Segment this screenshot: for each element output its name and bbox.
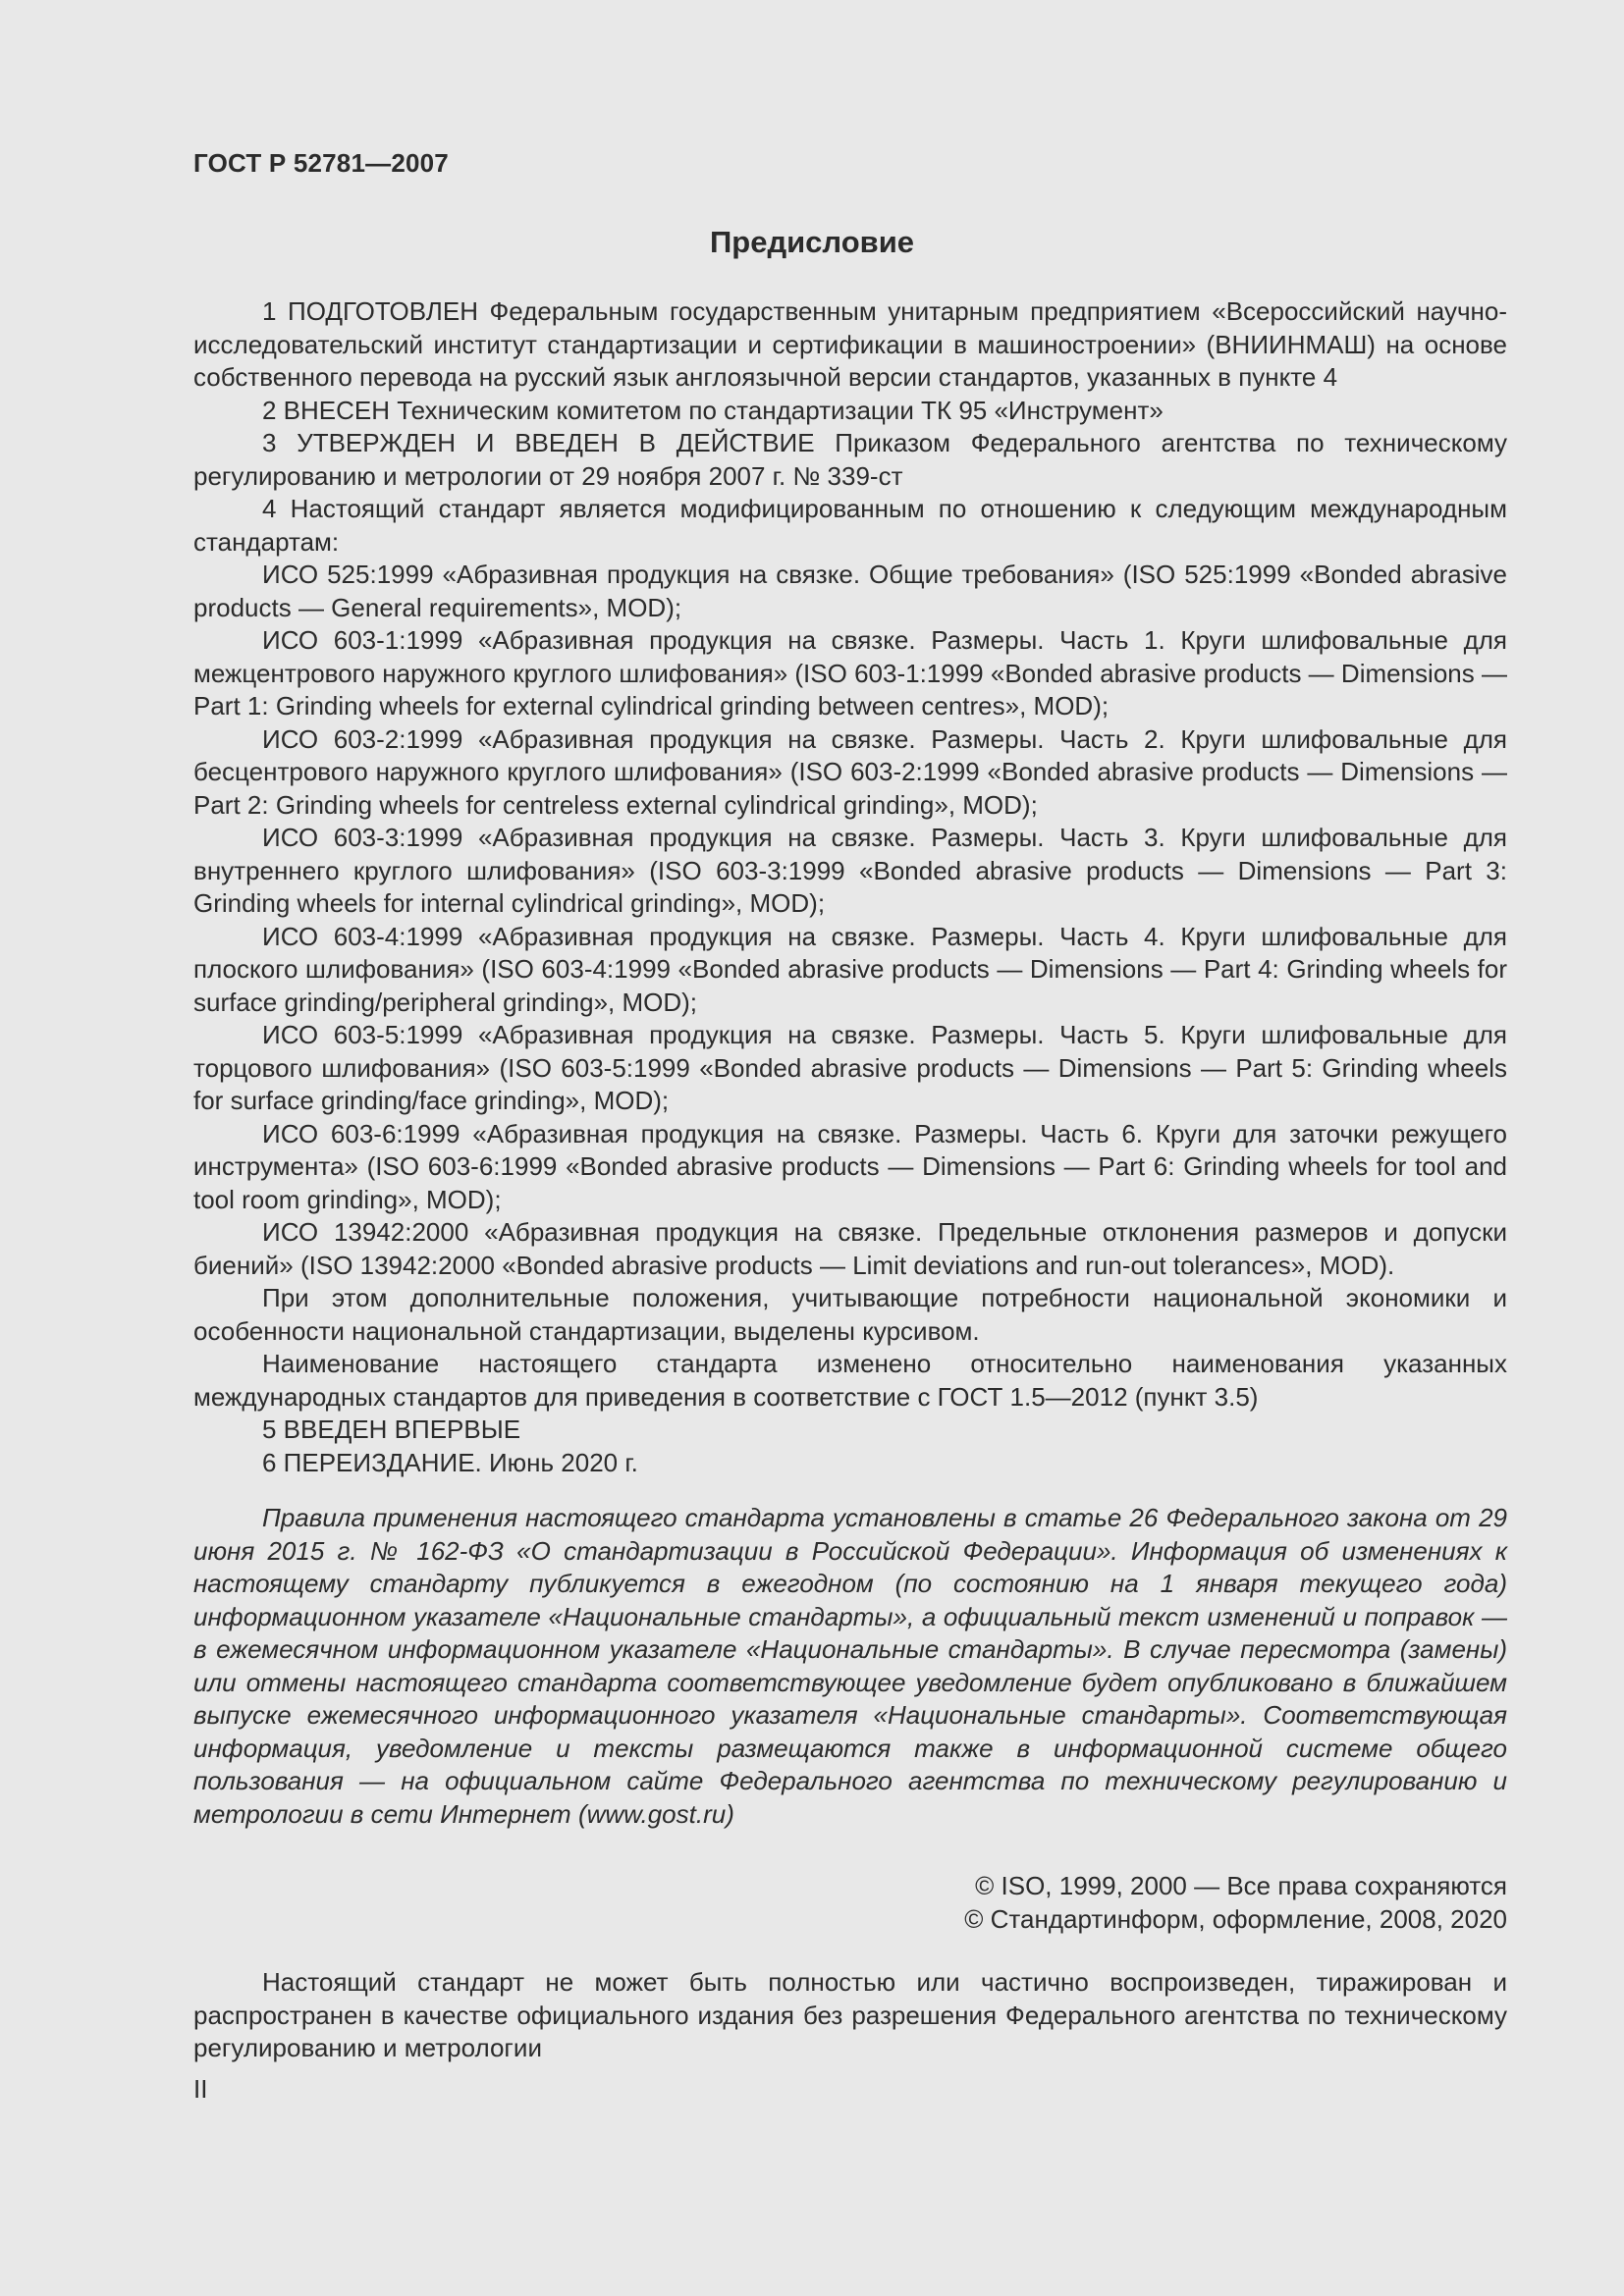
copyright-standartinform: © Стандартинформ, оформление, 2008, 2020 [964,1903,1507,1934]
standard-ref-iso-603-2: ИСО 603-2:1999 «Абразивная продукция на связке. Размеры. Часть 2. Круги шлифовальные для бесцентрового наружного круглого шлифования» (ISO 603-2:1999 «Bonded abrasive products — Dimensions — Part 2: Grinding wheels for centreless external cylindrical grinding», MOD); [193,723,1507,820]
paragraph-6-reissue: 6 ПЕРЕИЗДАНИЕ. Июнь 2020 г. [262,1447,638,1477]
paragraph-5-introduced: 5 ВВЕДЕН ВПЕРВЫЕ [262,1415,521,1444]
standard-ref-iso-603-1: ИСО 603-1:1999 «Абразивная продукция на связке. Размеры. Часть 1. Круги шлифовальные для межцентрового наружного круглого шлифования» (ISO 603-1:1999 «Bonded abrasive products — Dimensions — Part 1: Grinding wheels for external cylindrical grinding between centres», MOD); [193,625,1507,721]
page-title: Предисловие [709,225,914,259]
standard-ref-iso-603-5: ИСО 603-5:1999 «Абразивная продукция на связке. Размеры. Часть 5. Круги шлифовальные для торцового шлифования» (ISO 603-5:1999 «Bonded abrasive products — Dimensions — Part 5: Grinding wheels for surface grinding/face grinding», MOD); [193,1020,1507,1115]
foreword-body [193,295,1507,1479]
application-rules-text: Правила применения настоящего стандарта установлены в статье 26 Федерального закона от 29 июня 2015 г. № 162-ФЗ «О стандартизации в Российской Федерации». Информация об изменениях к настоящему стандарту публикуется в ежегодном (по состоянию на 1 января текущего года) информационном указателе «Национальные стандарты», а официальный текст изменений и поправок — в ежемесячном информационном указателе «Национальные стандарты». В случае пересмотра (замены) или отмены настоящего стандарта соответствующее уведомление будет опубликовано в ближайшем выпуске ежемесячного информационного указателя «Национальные стандарты». Соответствующая информация, уведомление и тексты размещаются также в информационной системе общего пользования — на официальном сайте Федерального агентства по техническому регулированию и метрологии в сети Интернет (www.gost.ru) [193,1503,1507,1829]
paragraph-3-approved: 3 УТВЕРЖДЕН И ВВЕДЕН В ДЕЙСТВИЕ Приказом Федерального агентства по техническому регулированию и метрологии от 29 ноября 2007 г. № 339-ст [193,428,1507,491]
application-rules-notice [193,1502,1507,1831]
standard-ref-iso-603-4: ИСО 603-4:1999 «Абразивная продукция на связке. Размеры. Часть 4. Круги шлифовальные для плоского шлифования» (ISO 603-4:1999 «Bonded abrasive products — Dimensions — Part 4: Grinding wheels for surface grinding/peripheral grinding», MOD); [193,921,1507,1017]
paragraph-4-modified: 4 Настоящий стандарт является модифицированным по отношению к следующим международным стандартам: [193,494,1507,557]
paragraph-name-change: Наименование настоящего стандарта изменено относительно наименования указанных международных стандартов для приведения в соответствие с ГОСТ 1.5—2012 (пункт 3.5) [193,1349,1507,1412]
reproduction-notice-text: Настоящий стандарт не может быть полностью или частично воспроизведен, тиражирован и распространен в качестве официального издания без разрешения Федерального агентства по техническому регулированию и метрологии [193,1967,1507,2062]
standard-ref-iso-13942: ИСО 13942:2000 «Абразивная продукция на связке. Предельные отклонения размеров и допуски биений» (ISO 13942:2000 «Bonded abrasive products — Limit deviations and run-out tolerances», MOD). [193,1217,1507,1280]
paragraph-2-submitted: 2 ВНЕСЕН Техническим комитетом по стандартизации ТК 95 «Инструмент» [262,395,1164,425]
copyright-iso: © ISO, 1999, 2000 — Все права сохраняются [975,1871,1507,1900]
page-number: II [193,2074,208,2104]
standard-ref-iso-525: ИСО 525:1999 «Абразивная продукция на связке. Общие требования» (ISO 525:1999 «Bonded abrasive products — General requirements», MOD); [193,560,1507,622]
paragraph-1-prepared: 1 ПОДГОТОВЛЕН Федеральным государственным унитарным предприятием «Всероссийский научно-исследовательский институт стандартизации и сертификации в машиностроении» (ВНИИНМАШ) на основе собственного перевода на русский язык англоязычной версии стандартов, указанных в пункте 4 [193,296,1507,392]
standard-ref-iso-603-6: ИСО 603-6:1999 «Абразивная продукция на связке. Размеры. Часть 6. Круги для заточки режущего инструмента» (ISO 603-6:1999 «Bonded abrasive products — Dimensions — Part 6: Grinding wheels for tool and tool room grinding», MOD); [193,1118,1507,1214]
reproduction-notice [193,1966,1507,2065]
document-code: ГОСТ Р 52781—2007 [193,148,449,178]
standard-ref-iso-603-3: ИСО 603-3:1999 «Абразивная продукция на связке. Размеры. Часть 3. Круги шлифовальные для внутреннего круглого шлифования» (ISO 603-3:1999 «Bonded abrasive products — Dimensions — Part 3: Grinding wheels for internal cylindrical grinding», MOD); [193,823,1507,918]
paragraph-additional-provisions: При этом дополнительные положения, учитывающие потребности национальной экономики и особенности национальной стандартизации, выделены курсивом. [193,1283,1507,1346]
copyright-block [623,1870,1507,1936]
